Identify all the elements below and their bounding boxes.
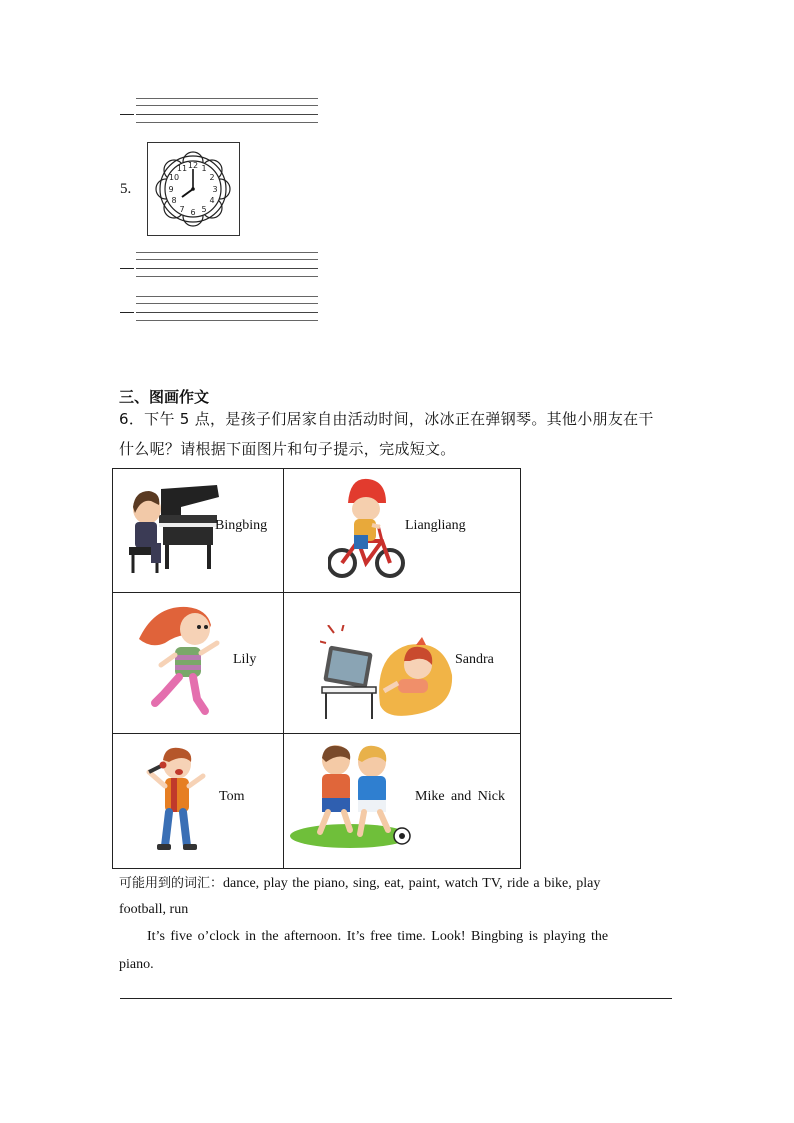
essay-line-2: piano. — [119, 957, 154, 972]
svg-text:1: 1 — [201, 164, 207, 173]
svg-text:3: 3 — [212, 185, 218, 194]
cell-liangliang — [284, 469, 521, 593]
svg-text:8: 8 — [171, 196, 177, 205]
cell-sandra — [284, 593, 521, 734]
writing-lines-q5-1[interactable] — [120, 252, 320, 280]
tv-watcher-icon — [320, 625, 454, 721]
picture-label: Tom — [219, 789, 245, 804]
cell-lily — [113, 593, 284, 734]
picture-label: Liangliang — [405, 518, 466, 533]
football-players-icon — [290, 740, 416, 858]
answer-line[interactable] — [120, 998, 672, 999]
svg-text:6: 6 — [190, 208, 196, 217]
section-title: 三、图画作文 — [119, 388, 210, 406]
svg-text:9: 9 — [168, 185, 174, 194]
cell-tom — [113, 734, 284, 869]
picture-label: Sandra — [455, 652, 494, 667]
vocabulary-hint-line-1 — [119, 872, 600, 892]
bike-rider-icon — [328, 475, 408, 581]
clock-picture — [147, 142, 240, 236]
vocabulary-hint-line-2: football, run — [119, 902, 189, 917]
singing-boy-icon — [139, 742, 219, 858]
svg-text:11: 11 — [176, 164, 188, 173]
picture-table — [112, 468, 521, 869]
piano-player-icon — [121, 477, 221, 581]
picture-label: Mike and Nick — [415, 789, 505, 804]
vocabulary-label: 可能用到的词汇： — [119, 876, 224, 891]
clock-icon — [148, 143, 239, 235]
question-prompt-line-2: 什么呢？请根据下面图片和句子提示，完成短文。 — [119, 440, 456, 458]
writing-lines-q4[interactable] — [120, 98, 320, 126]
question-prompt-line-1: 6．下午 5 点，是孩子们居家自由活动时间，冰冰正在弹钢琴。其他小朋友在干 — [119, 410, 654, 428]
writing-lines-q5-2[interactable] — [120, 296, 320, 324]
essay-line-1: It’s five o’clock in the afternoon. It’s free time. Look! Bingbing is playing the — [147, 929, 609, 944]
picture-label: Bingbing — [215, 518, 268, 533]
running-girl-icon — [135, 599, 230, 721]
svg-text:5: 5 — [201, 205, 207, 214]
picture-label: Lily — [233, 652, 257, 667]
cell-bingbing — [113, 469, 284, 593]
cell-mike-and-nick — [284, 734, 521, 869]
vocabulary-words: dance, play the piano, sing, eat, paint, watch TV, ride a bike, play — [223, 876, 601, 891]
svg-text:12: 12 — [187, 161, 199, 170]
svg-text:2: 2 — [209, 173, 215, 182]
question-number: 5. — [120, 181, 132, 197]
svg-text:7: 7 — [179, 205, 185, 214]
svg-text:4: 4 — [209, 196, 215, 205]
svg-text:10: 10 — [168, 173, 180, 182]
